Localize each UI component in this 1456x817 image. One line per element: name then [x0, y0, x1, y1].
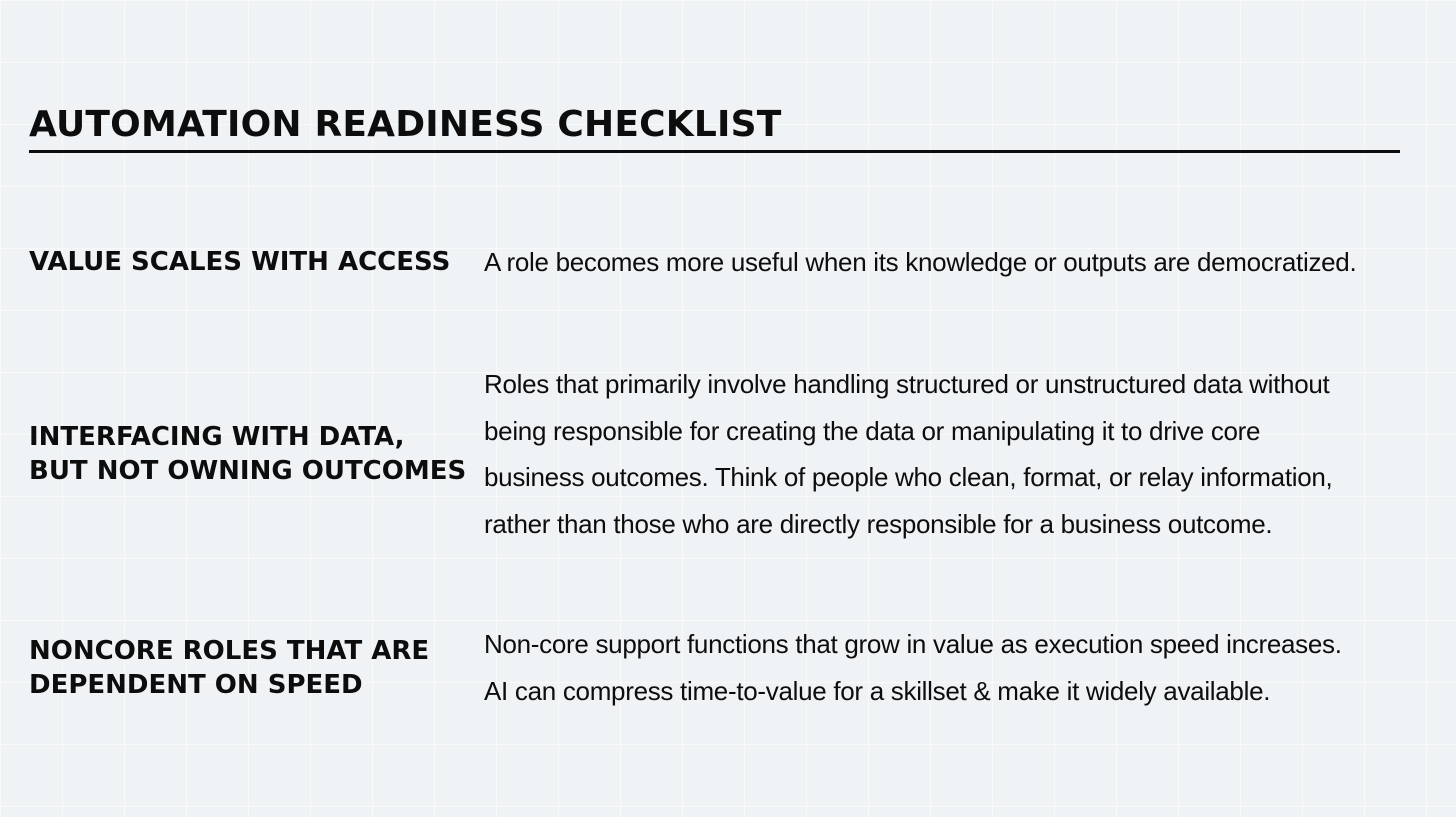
row-description-line: rather than those who are directly responsible for a business outcome. — [484, 508, 1273, 539]
row-label-interfacing-data — [29, 420, 466, 488]
title-underline — [29, 150, 1400, 153]
row-label-noncore-roles — [29, 634, 429, 702]
row-label-line: DEPENDENT ON SPEED — [29, 670, 363, 700]
row-label-line: INTERFACING WITH DATA, — [29, 422, 405, 452]
page-title: AUTOMATION READINESS CHECKLIST — [29, 104, 782, 145]
row-label-line: BUT NOT OWNING OUTCOMES — [29, 456, 467, 486]
row-label-line: VALUE SCALES WITH ACCESS — [29, 247, 451, 277]
row-label-line: NONCORE ROLES THAT ARE — [29, 636, 430, 666]
row-description-line: business outcomes. Think of people who clean, format, or relay information, — [484, 462, 1333, 492]
row-description-line: being responsible for creating the data or manipulating it to drive core — [484, 415, 1261, 446]
row-description-value-scales — [484, 239, 1356, 286]
row-description-noncore-roles — [484, 621, 1342, 714]
row-label-value-scales — [29, 245, 450, 279]
row-description-line: Non-core support functions that grow in value as execution speed increases. — [484, 629, 1342, 659]
row-description-interfacing-data — [484, 361, 1332, 547]
row-description-line: Roles that primarily involve handling structured or unstructured data without — [484, 369, 1330, 399]
row-description-line: AI can compress time-to-value for a skillset & make it widely available. — [484, 675, 1271, 706]
row-description-line: A role becomes more useful when its knowledge or outputs are democratized. — [484, 247, 1357, 277]
